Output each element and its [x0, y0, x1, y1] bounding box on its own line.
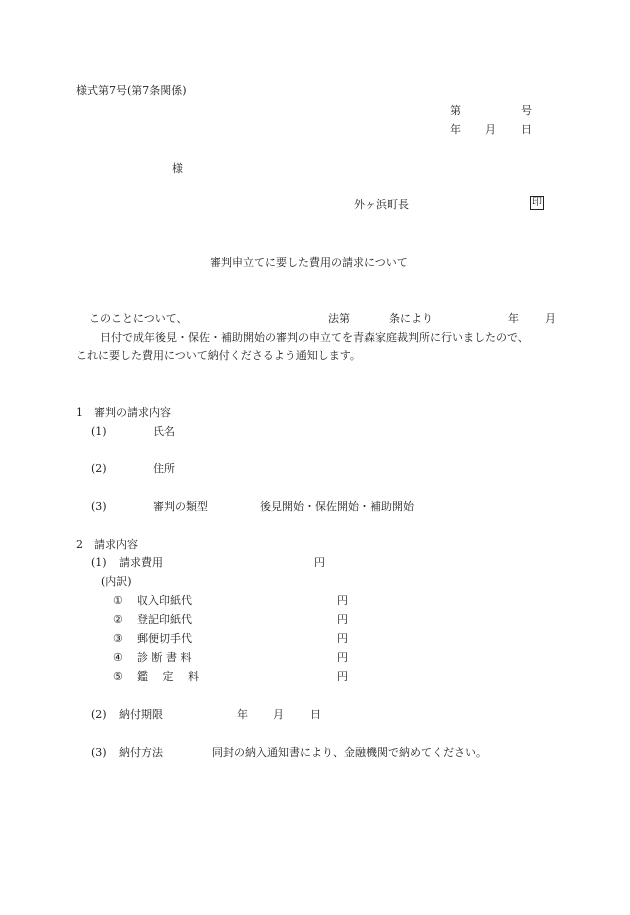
breakdown-label: (内訳) [101, 575, 132, 588]
section2-heading: 2 請求内容 [76, 538, 138, 551]
body-line1-year: 年 [508, 312, 519, 325]
number-prefix: 第 [450, 104, 461, 117]
body-line1-month: 月 [545, 312, 556, 325]
body-line3: これに要した費用について納付くださるよう通知します。 [76, 349, 361, 362]
addressee-suffix: 様 [172, 162, 183, 175]
method-num: (3) [91, 746, 107, 759]
breakdown-item-label: 診 断 書 料 [137, 651, 192, 664]
date-year-label: 年 [450, 123, 461, 136]
breakdown-mark: ④ [113, 651, 123, 664]
cost-label: 請求費用 [119, 556, 163, 569]
breakdown-item-label: 収入印紙代 [137, 594, 192, 607]
breakdown-mark: ② [113, 613, 123, 626]
section1-item-label: 審判の類型 [153, 500, 208, 513]
section1-item-value: 後見開始・保佐開始・補助開始 [260, 500, 414, 513]
section1-item-label: 住所 [153, 462, 175, 475]
section1-item-num: (2) [91, 462, 107, 475]
breakdown-item-unit: 円 [337, 632, 348, 645]
section1-item-label: 氏名 [153, 425, 175, 438]
sender-name: 外ヶ浜町長 [354, 198, 409, 211]
form-label: 様式第7号(第7条関係) [76, 84, 187, 97]
deadline-month: 月 [273, 708, 284, 721]
date-day-label: 日 [521, 123, 532, 136]
cost-unit: 円 [314, 556, 325, 569]
deadline-num: (2) [91, 708, 107, 721]
breakdown-item-unit: 円 [337, 670, 348, 683]
breakdown-mark: ⑤ [113, 670, 123, 683]
method-value: 同封の納入通知書により、金融機関で納めてください。 [212, 746, 487, 759]
breakdown-item-unit: 円 [337, 613, 348, 626]
seal-mark: 印 [532, 197, 542, 208]
breakdown-item-label: 鑑 定 料 [137, 670, 199, 683]
breakdown-mark: ① [113, 594, 123, 607]
body-line2: 日付で成年後見・保佐・補助開始の審判の申立てを青森家庭裁判所に行いましたので、 [100, 331, 529, 344]
breakdown-item-label: 郵便切手代 [137, 632, 192, 645]
section1-item-num: (3) [91, 500, 107, 513]
deadline-label: 納付期限 [119, 708, 163, 721]
document-title: 審判申立てに要した費用の請求について [210, 256, 408, 269]
date-month-label: 月 [485, 123, 496, 136]
section1-heading: 1 審判の請求内容 [76, 406, 171, 419]
body-line1-start: このことについて、 [89, 312, 188, 325]
number-suffix: 号 [521, 104, 532, 117]
breakdown-item-label: 登記印紙代 [137, 613, 192, 626]
breakdown-item-unit: 円 [337, 594, 348, 607]
breakdown-item-unit: 円 [337, 651, 348, 664]
section1-item-num: (1) [91, 425, 107, 438]
breakdown-mark: ③ [113, 632, 123, 645]
method-label: 納付方法 [119, 746, 163, 759]
deadline-year: 年 [237, 708, 248, 721]
body-line1-article: 条により [389, 312, 433, 325]
body-line1-law: 法第 [328, 312, 350, 325]
cost-num: (1) [91, 556, 107, 569]
deadline-day: 日 [310, 708, 321, 721]
